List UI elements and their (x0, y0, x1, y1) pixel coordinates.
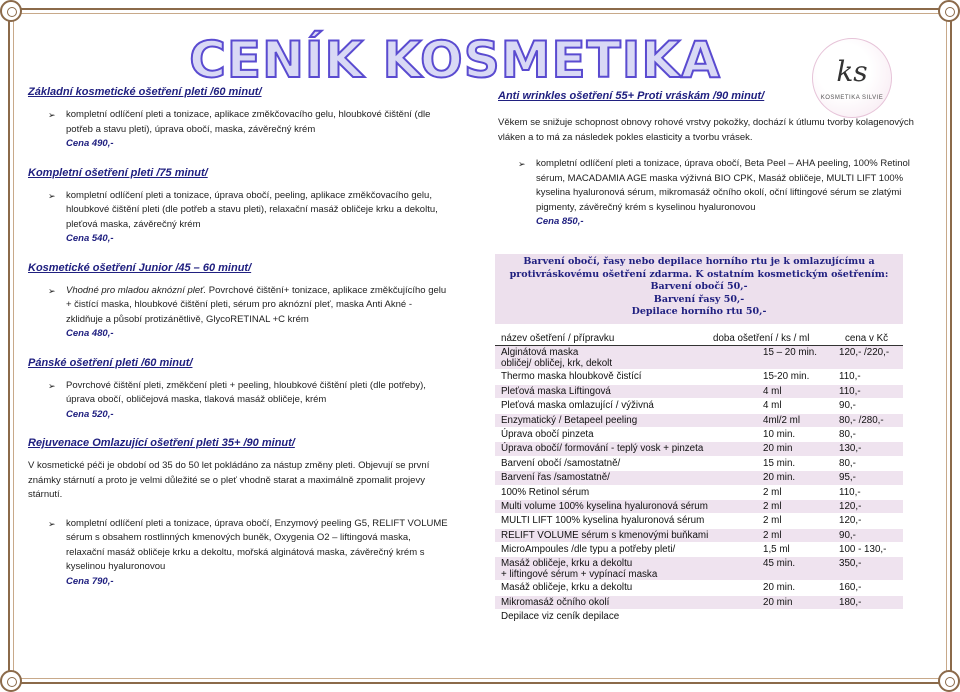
section-heading: Rejuvenace Omlazující ošetření pleti 35+ /90 minut/ (28, 437, 295, 449)
arrow-bullet-icon: ➢ (48, 110, 56, 120)
price: Cena 540,- (66, 233, 114, 244)
cell-dose: 15-20 min. (763, 371, 810, 383)
bullet-text: kompletní odlíčení pleti a tonizace, úprava obočí, Enzymový peeling G5, RELIFT VOLUME sérum s obsahem rostlinných kmenových buněk, Oxygenia O2 – liftingová maska, relaxační masáž obličeje krku a dekoltu, mořská alginátová maska, závěrečný krém s kyselinou hyaluronovou (66, 517, 448, 572)
cell-name (501, 486, 756, 499)
ornament-corner-icon (0, 670, 22, 692)
cell-name-line: MicroAmpoules /dle typu a potřeby pleti/ (501, 544, 676, 556)
service-section (28, 357, 448, 423)
table-row (495, 399, 903, 413)
page-title: CENÍK KOSMETIKA (189, 31, 721, 89)
cell-price: 80,- (839, 457, 856, 469)
cell-name-line: Multi volume 100% kyselina hyaluronová sérum (501, 500, 708, 512)
promo-line: Barvení řasy 50,- (653, 293, 745, 305)
ornament-corner-icon (938, 0, 960, 22)
price: Cena 490,- (66, 138, 114, 149)
logo-mark: ks (836, 55, 868, 88)
cell-name-line: Úprava obočí/ formování - teplý vosk + pinzeta (501, 443, 704, 455)
table-row (495, 610, 903, 624)
service-section (28, 86, 448, 152)
price-table (495, 332, 903, 625)
cell-name (501, 529, 756, 542)
section-heading: Anti wrinkles ošetření 55+ Proti vráskám /90 minut/ (498, 90, 765, 102)
cell-name-line: Pleťová maska Liftingová (501, 385, 611, 397)
cell-dose: 4 ml (763, 385, 782, 397)
cell-price: 130,- (839, 443, 862, 455)
table-row (495, 596, 903, 610)
promo-line: Barvení obočí, řasy nebo depilace horního rtu je k omlazujícímu a (523, 256, 875, 267)
section-bullet (28, 517, 448, 590)
cell-name-line: Alginátová maska (501, 347, 579, 359)
bullet-text: kompletní odlíčení pleti a tonizace, úprava obočí, Beta Peel – AHA peeling, 100% Retinol sérum, MACADAMIA AGE maska výživná BIO CPK, Masáž obličeje, MULTI LIFT 100% kyselina hyaluronová sérum, mikromasáž očního okolí, oční liftingové sérum se zlatými pigmenty, závěrečný krém s kyselinou hyaluronovou (536, 158, 910, 213)
arrow-bullet-icon: ➢ (48, 518, 56, 529)
cell-dose: 2 ml (763, 515, 782, 527)
cell-name-line: Barvení obočí /samostatně/ (501, 457, 621, 469)
cell-price: 100 - 130,- (839, 544, 887, 556)
cell-dose: 20 min. (763, 582, 796, 594)
table-row (495, 486, 903, 500)
cell-dose: 2 ml (763, 500, 782, 512)
promo-line: Barvení obočí 50,- (650, 281, 748, 293)
price: Cena 850,- (536, 216, 584, 227)
cell-name (501, 471, 756, 484)
cell-name (501, 514, 756, 527)
column-header: cena v Kč (845, 333, 889, 344)
promo-box (495, 254, 903, 324)
price: Cena 480,- (66, 328, 114, 339)
cell-name-line: 100% Retinol sérum (501, 486, 590, 498)
cell-name-line: obličej/ obličej, krk, dekolt (501, 358, 613, 370)
cell-name (501, 414, 756, 427)
cell-name (501, 581, 756, 594)
cell-price: 95,- (839, 472, 856, 484)
table-row (495, 385, 903, 399)
table-row (495, 442, 903, 456)
cell-dose: 20 min (763, 596, 793, 608)
cell-dose: 1,5 ml (763, 544, 790, 556)
section-bullet (28, 108, 448, 152)
cell-dose: 45 min. (763, 558, 796, 570)
cell-name-line: Depilace viz ceník depilace (501, 611, 620, 623)
section-heading: Kosmetické ošetření Junior /45 – 60 minut/ (28, 261, 252, 274)
promo-line: protivráskovému ošetření zdarma. K ostatním kosmetickým ošetřením: (509, 268, 889, 280)
cell-price: 90,- (839, 400, 856, 412)
cell-price: 110,- (839, 371, 861, 383)
table-row (495, 471, 903, 485)
price: Cena 790,- (66, 575, 114, 587)
ornament-corner-icon (938, 670, 960, 692)
cell-name (501, 543, 756, 556)
logo-text: KOSMETIKA SILVIE (820, 95, 884, 101)
arrow-bullet-icon: ➢ (48, 380, 56, 391)
cell-dose: 2 ml (763, 529, 782, 541)
cell-name-line: Pleťová maska omlazující / výživná (501, 400, 654, 412)
arrow-bullet-icon: ➢ (518, 159, 526, 169)
cell-name (501, 442, 756, 455)
cell-dose: 20 min. (763, 472, 796, 484)
cell-price: 110,- (839, 486, 861, 498)
cell-price: 90,- (839, 529, 856, 541)
cell-price: 350,- (839, 558, 862, 570)
column-header: doba ošetření / ks / ml (713, 333, 810, 344)
cell-name-line: MULTI LIFT 100% kyselina hyaluronová sérum (501, 515, 705, 527)
bullet-text: kompletní odlíčení pleti a tonizace, aplikace změkčovacího gelu, hloubkové čištění (dle potřeb a stavu pleti), úprava obočí, maska, závěrečný krém (66, 109, 431, 135)
table-row (495, 543, 903, 557)
cell-name-line: Barvení řas /samostatně/ (501, 472, 610, 484)
cell-price: 160,- (839, 582, 862, 594)
cell-dose: 15 min. (763, 457, 796, 469)
left-column (28, 86, 448, 589)
cell-name (501, 370, 756, 383)
section-heading: Pánské ošetření pleti /60 minut/ (28, 356, 193, 369)
cell-dose: 2 ml (763, 486, 782, 498)
cell-dose: 15 – 20 min. (763, 347, 817, 359)
cell-name (501, 428, 756, 441)
service-section (28, 262, 448, 342)
cell-price: 180,- (839, 596, 862, 608)
arrow-bullet-icon: ➢ (48, 285, 56, 296)
section-intro: Věkem se snižuje schopnost obnovy rohové vrstvy pokožky, dochází k útlumu tvorby kolagenových vláken a to má za následek pokles elasticity a tvorbu vrásek. (498, 117, 914, 143)
table-row (495, 529, 903, 543)
cell-name (501, 558, 756, 580)
cell-price: 80,- /280,- (839, 414, 884, 426)
cell-dose: 4ml/2 ml (763, 414, 801, 426)
cell-price: 80,- (839, 428, 856, 440)
cell-name (501, 347, 756, 369)
table-row (495, 557, 903, 581)
cell-dose: 20 min (763, 443, 793, 455)
service-section (28, 167, 448, 247)
table-row (495, 370, 903, 384)
cell-name-line: RELIFT VOLUME sérum s kmenovými buňkami (501, 529, 709, 541)
cell-name-line: Úprava obočí pinzeta (501, 428, 594, 440)
cell-price: 120,- (839, 500, 862, 512)
table-row (495, 581, 903, 595)
bullet-italic-text: Vhodné pro mladou aknózní pleť. (66, 284, 207, 296)
section-bullet (28, 284, 448, 342)
promo-line: Depilace horního rtu 50,- (631, 306, 767, 318)
section-bullet (28, 379, 448, 423)
section-heading: Kompletní ošetření pleti /75 minut/ (28, 166, 208, 179)
bullet-text: kompletní odlíčení pleti a tonizace, úprava obočí, peeling, aplikace změkčovacího gelu, hloubkové čištění pleti (dle potřeb a stavu pleti), relaxační masáž obličeje krku a dekoltu, pleťová maska, závěrečný krém (66, 189, 438, 230)
service-section (28, 437, 448, 589)
table-row (495, 428, 903, 442)
cell-price: 110,- (839, 385, 861, 397)
cell-name (501, 500, 756, 513)
table-row (495, 500, 903, 514)
cell-dose: 10 min. (763, 428, 796, 440)
cell-price: 120,- /220,- (839, 347, 890, 359)
bullet-text: Povrchové čištění+ tonizace, aplikace změkčujícího gelu + čistící maska, hloubkové čištění pleti, sérum pro aknózní pleť, maska Anti Akné - zklidňuje a působí protizánětlivě, GlycoRETINAL +C krém (66, 284, 447, 325)
bullet-text: Povrchové čištění pleti, změkčení pleti + peeling, hloubkové čištění pleti (dle potřeby), úprava obočí, obličejová maska, tlaková masáž obličeje, krém (66, 379, 426, 405)
cell-name (501, 457, 756, 470)
cell-name-line: Masáž obličeje, krku a dekoltu (501, 558, 633, 570)
table-row (495, 514, 903, 528)
cell-name (501, 610, 756, 623)
cell-name (501, 399, 756, 412)
right-column (498, 90, 918, 230)
price: Cena 520,- (66, 408, 114, 420)
cell-name-line: Masáž obličeje, krku a dekoltu (501, 582, 633, 594)
section-bullet (498, 157, 918, 230)
table-row (495, 414, 903, 428)
cell-name-line: Thermo maska hloubkově čistící (501, 371, 642, 383)
cell-name-line: Mikromasáž očního okolí (501, 596, 610, 608)
cell-name (501, 596, 756, 609)
section-heading: Základní kosmetické ošetření pleti /60 minut/ (28, 86, 262, 98)
table-row (495, 457, 903, 471)
ornament-corner-icon (0, 0, 22, 22)
column-header: název ošetření / přípravku (501, 333, 615, 344)
arrow-bullet-icon: ➢ (48, 190, 56, 201)
cell-name-line: Enzymatický / Betapeel peeling (501, 414, 638, 426)
cell-name-line: + liftingové sérum + vypínací maska (501, 569, 658, 581)
cell-price: 120,- (839, 515, 862, 527)
cell-name (501, 385, 756, 398)
table-header (495, 332, 903, 346)
cell-dose: 4 ml (763, 400, 782, 412)
section-bullet (28, 189, 448, 247)
section-intro: V kosmetické péči je období od 35 do 50 let pokládáno za nástup změny pleti. Objevují se první známky stárnutí a proto je velmi důležité se o pleť vhodně starat a maximálně zpomalit projevy stárnutí. (28, 460, 430, 500)
table-row (495, 346, 903, 370)
